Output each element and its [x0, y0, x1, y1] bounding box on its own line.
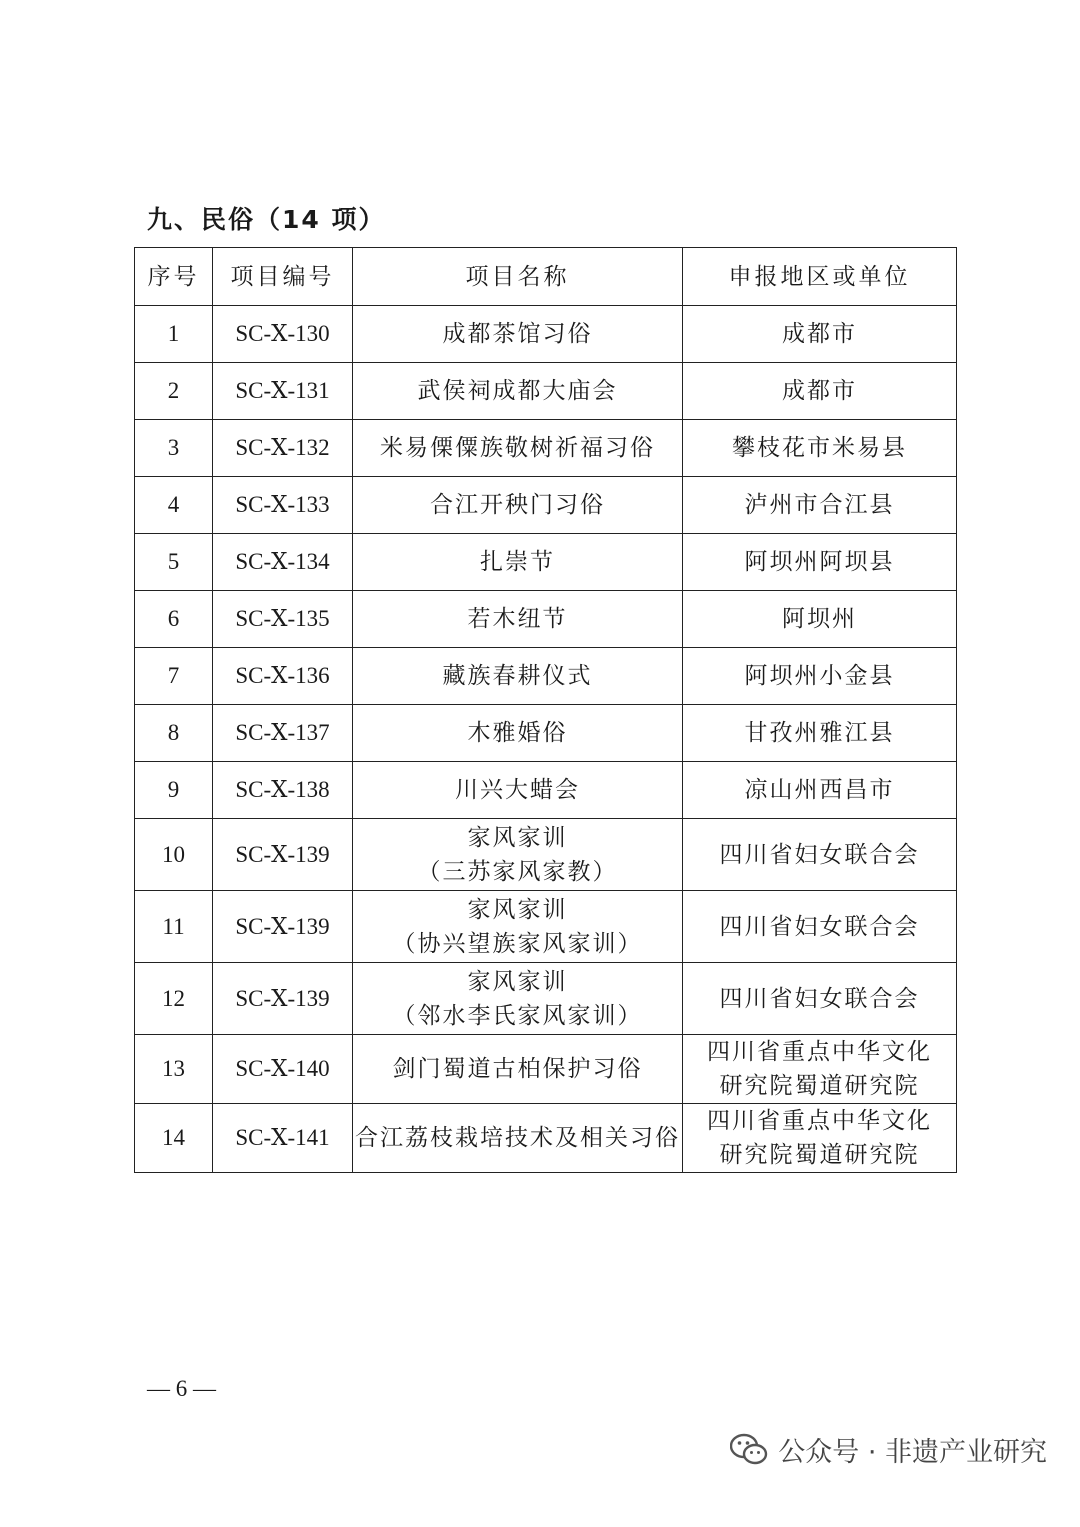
cell-region	[683, 762, 957, 819]
cell-code: SC-Ⅹ-140	[213, 1035, 353, 1104]
cell-name	[353, 963, 683, 1035]
cell-region-line: 泸州市合江县	[744, 492, 895, 518]
cell-name-line: 合江荔枝栽培技术及相关习俗	[355, 1125, 680, 1151]
cell-name	[353, 420, 683, 477]
cell-region-line: 凉山州西昌市	[744, 777, 895, 803]
cell-region-line: 阿坝州阿坝县	[744, 549, 895, 575]
cell-serial: 6	[135, 591, 213, 648]
cell-name	[353, 891, 683, 963]
cell-name-line: 武侯祠成都大庙会	[417, 378, 618, 404]
table-row	[135, 963, 957, 1035]
section-heading: 九、民俗（14 项）	[147, 205, 386, 234]
table-row	[135, 819, 957, 891]
cell-serial: 14	[135, 1104, 213, 1173]
cell-serial: 12	[135, 963, 213, 1035]
cell-name	[353, 306, 683, 363]
cell-region	[683, 891, 957, 963]
cell-code: SC-Ⅹ-136	[213, 648, 353, 705]
page-number: — 6 —	[147, 1376, 216, 1401]
cell-code: SC-Ⅹ-141	[213, 1104, 353, 1173]
cell-region	[683, 1035, 957, 1104]
cell-code: SC-Ⅹ-139	[213, 963, 353, 1035]
cell-region-line: 甘孜州雅江县	[744, 720, 895, 746]
watermark	[730, 1430, 1047, 1469]
cell-name-line: 家风家训	[467, 896, 568, 923]
cell-name-line: 家风家训	[467, 968, 568, 995]
cell-serial: 10	[135, 819, 213, 891]
cell-region	[683, 363, 957, 420]
cell-code: SC-Ⅹ-133	[213, 477, 353, 534]
cell-region-line: 研究院蜀道研究院	[719, 1073, 920, 1099]
cell-name	[353, 534, 683, 591]
cell-name-line: 米易傈僳族敬树祈福习俗	[380, 435, 655, 461]
cell-serial: 7	[135, 648, 213, 705]
cell-name-line: 川兴大蜡会	[455, 777, 580, 803]
header-region: 申报地区或单位	[683, 248, 957, 306]
table-row	[135, 1104, 957, 1173]
cell-region	[683, 1104, 957, 1173]
cell-name-line: （邻水李氏家风家训）	[392, 1002, 643, 1029]
table-row	[135, 1035, 957, 1104]
table-row	[135, 306, 957, 363]
cell-name-line: 家风家训	[467, 824, 568, 851]
table-row	[135, 891, 957, 963]
cell-region-line: 四川省重点中华文化	[707, 1108, 932, 1134]
cell-region-line: 阿坝州	[782, 606, 857, 632]
cell-region	[683, 819, 957, 891]
cell-name-line: （三苏家风家教）	[417, 858, 618, 885]
header-serial: 序号	[135, 248, 213, 306]
cell-region-line: 四川省妇女联合会	[719, 841, 920, 868]
cell-serial: 2	[135, 363, 213, 420]
cell-name-line: 若木纽节	[467, 606, 568, 632]
cell-code: SC-Ⅹ-138	[213, 762, 353, 819]
cell-code: SC-Ⅹ-135	[213, 591, 353, 648]
cell-serial: 5	[135, 534, 213, 591]
cell-serial: 9	[135, 762, 213, 819]
cell-region	[683, 420, 957, 477]
cell-region	[683, 963, 957, 1035]
cell-name-line: 木雅婚俗	[467, 720, 568, 746]
cell-region-line: 四川省妇女联合会	[719, 913, 920, 940]
cell-region-line: 四川省妇女联合会	[719, 985, 920, 1012]
cell-region-line: 成都市	[782, 321, 857, 347]
cell-name	[353, 762, 683, 819]
header-name: 项目名称	[353, 248, 683, 306]
cell-name	[353, 648, 683, 705]
cell-code: SC-Ⅹ-130	[213, 306, 353, 363]
cell-serial: 4	[135, 477, 213, 534]
cell-serial: 11	[135, 891, 213, 963]
cell-serial: 1	[135, 306, 213, 363]
cell-region-line: 成都市	[782, 378, 857, 404]
cell-serial: 3	[135, 420, 213, 477]
table-row	[135, 420, 957, 477]
table-row	[135, 534, 957, 591]
cell-serial: 13	[135, 1035, 213, 1104]
cell-name-line: 扎崇节	[480, 549, 555, 575]
cell-region-line: 研究院蜀道研究院	[719, 1142, 920, 1168]
cell-region-line: 四川省重点中华文化	[707, 1039, 932, 1065]
table-row	[135, 591, 957, 648]
table-row	[135, 648, 957, 705]
cell-name	[353, 1104, 683, 1173]
header-code: 项目编号	[213, 248, 353, 306]
cell-region	[683, 705, 957, 762]
cell-region	[683, 306, 957, 363]
cell-code: SC-Ⅹ-139	[213, 819, 353, 891]
cell-name	[353, 705, 683, 762]
table-row	[135, 762, 957, 819]
cell-code: SC-Ⅹ-131	[213, 363, 353, 420]
cell-name	[353, 477, 683, 534]
cell-name-line: 剑门蜀道古柏保护习俗	[392, 1056, 643, 1082]
table-row	[135, 363, 957, 420]
cell-region	[683, 477, 957, 534]
cell-name-line: 合江开秧门习俗	[430, 492, 605, 518]
watermark-text: 公众号 · 非遗产业研究	[778, 1437, 1047, 1468]
cell-region	[683, 534, 957, 591]
cell-region	[683, 591, 957, 648]
table-row	[135, 477, 957, 534]
table-body	[135, 306, 957, 1173]
table-row	[135, 705, 957, 762]
cell-code: SC-Ⅹ-134	[213, 534, 353, 591]
wechat-icon	[730, 1433, 768, 1467]
cell-code: SC-Ⅹ-137	[213, 705, 353, 762]
cell-name-line: 藏族春耕仪式	[442, 663, 593, 689]
cell-name	[353, 1035, 683, 1104]
cell-region	[683, 648, 957, 705]
cell-region-line: 攀枝花市米易县	[732, 435, 907, 461]
cell-name-line: （协兴望族家风家训）	[392, 930, 643, 957]
cell-name	[353, 819, 683, 891]
heritage-table	[134, 247, 957, 1173]
cell-code: SC-Ⅹ-139	[213, 891, 353, 963]
table-header-row	[135, 248, 957, 306]
cell-code: SC-Ⅹ-132	[213, 420, 353, 477]
cell-region-line: 阿坝州小金县	[744, 663, 895, 689]
cell-serial: 8	[135, 705, 213, 762]
cell-name	[353, 591, 683, 648]
cell-name	[353, 363, 683, 420]
cell-name-line: 成都茶馆习俗	[442, 321, 593, 347]
